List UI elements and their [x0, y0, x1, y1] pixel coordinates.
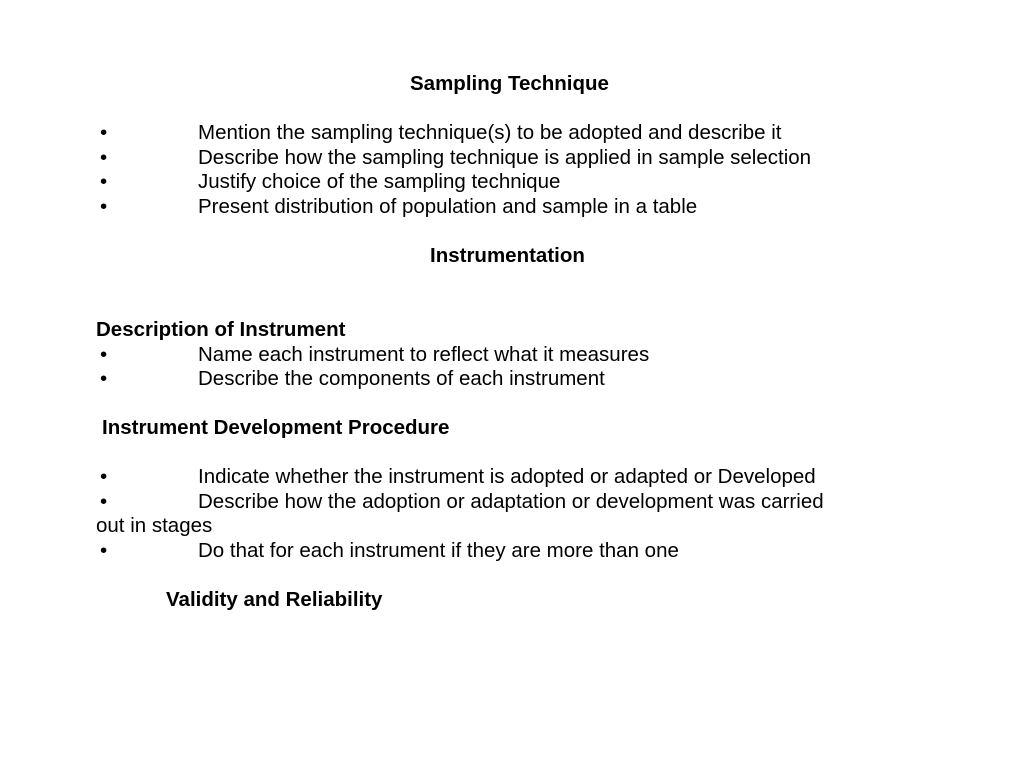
list-item: Describe the components of each instrument [198, 367, 605, 390]
bullet-icon: • [100, 121, 108, 144]
heading-instrumentation: Instrumentation [430, 244, 585, 267]
list-item: Do that for each instrument if they are more than one [198, 539, 679, 562]
bullet-icon: • [100, 146, 108, 169]
bullet-icon: • [100, 195, 108, 218]
list-item: Mention the sampling technique(s) to be adopted and describe it [198, 121, 782, 144]
heading-sampling-technique: Sampling Technique [410, 72, 609, 95]
list-item-continuation: out in stages [96, 514, 213, 537]
heading-validity-and-reliability: Validity and Reliability [166, 588, 383, 611]
list-item: Present distribution of population and sample in a table [198, 195, 698, 218]
list-item: Describe how the sampling technique is applied in sample selection [198, 146, 812, 169]
bullet-icon: • [100, 343, 108, 366]
list-item: Justify choice of the sampling technique [198, 170, 561, 193]
list-item: Describe how the adoption or adaptation or development was carried [198, 490, 824, 513]
list-item: Indicate whether the instrument is adopted or adapted or Developed [198, 465, 816, 488]
bullet-icon: • [100, 465, 108, 488]
heading-description-of-instrument: Description of Instrument [96, 318, 346, 341]
bullet-icon: • [100, 539, 108, 562]
bullet-icon: • [100, 490, 108, 513]
heading-instrument-development-procedure: Instrument Development Procedure [102, 416, 450, 439]
bullet-icon: • [100, 170, 108, 193]
list-item: Name each instrument to reflect what it measures [198, 343, 650, 366]
bullet-icon: • [100, 367, 108, 390]
